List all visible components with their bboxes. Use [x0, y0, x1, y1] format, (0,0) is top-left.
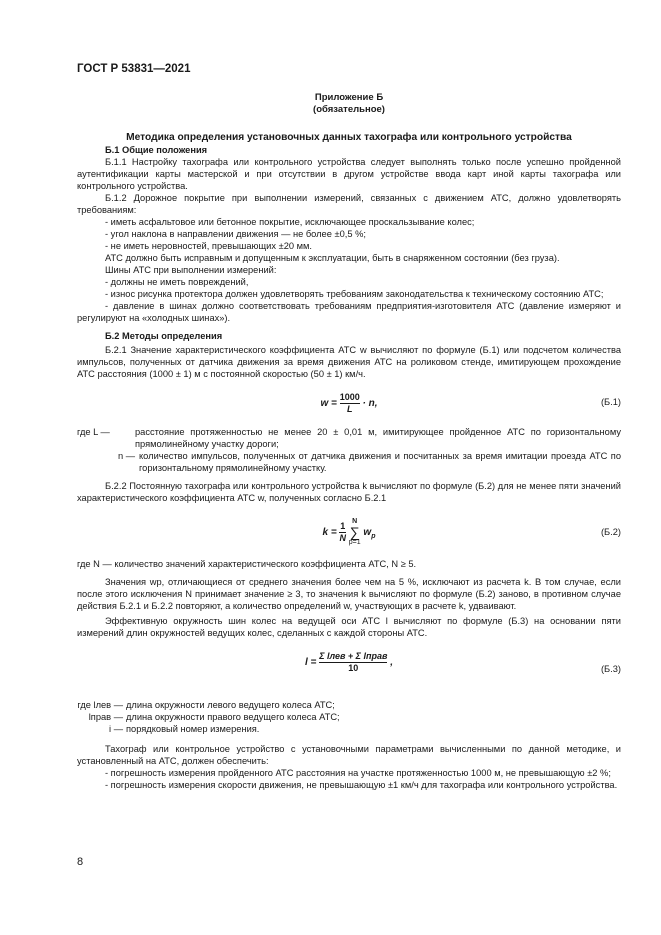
paragraph-b21: Б.2.1 Значение характеристического коэффициента АТС w вычисляют по формуле (Б.1) или подсчетом количества импульсов, полученных от датчика движения за время движения АТС на роликовом стенде, имитирующем прохождение АТС расстояния (1000 ± 1) м с постоянной скоростью (50 ± 1) км/ч.	[77, 345, 621, 379]
sum-term: w	[363, 527, 372, 539]
list-item: - угол наклона в направлении движения — не более ±0,5 %;	[105, 229, 366, 239]
formula-rhs: ,	[390, 657, 393, 669]
standard-header: ГОСТ Р 53831—2021	[77, 63, 191, 75]
formula-number: (Б.3)	[600, 664, 621, 674]
formula-b1	[77, 386, 621, 422]
fraction	[340, 392, 360, 415]
section-b1-heading: Б.1 Общие положения	[105, 145, 208, 155]
denominator: L	[346, 404, 353, 414]
paragraph-circumference: Эффективную окружность шин колес на ведущей оси АТС l вычисляют по формуле (Б.3) на основании пяти измерений длин окружностей ведущих колес, сделанных с каждой стороны АТС.	[77, 616, 621, 638]
sum-upper: N	[352, 518, 358, 525]
main-title: Методика определения установочных данных тахографа или контрольного устройства	[126, 132, 572, 143]
where-n: где N — количество значений характеристического коэффициента АТС, N ≥ 5.	[77, 559, 417, 569]
list-item: - износ рисунка протектора должен удовлетворять требованиям законодательства к техническому состоянию АТС;	[105, 289, 604, 299]
sum-operator	[349, 518, 361, 547]
numerator: Σ lлев + Σ lправ	[319, 651, 388, 661]
formula-b2: k = $\frac{1}{N}$ N ∑ p=1 $w_p$ (Б.2)	[322, 518, 621, 546]
list-item: - должны не иметь повреждений,	[105, 277, 249, 287]
formula-lhs: k =	[322, 527, 337, 539]
sum-lower: p=1	[348, 539, 361, 546]
fraction	[339, 521, 346, 544]
where-text: расстояние протяженностью не менее 20 ± 0,01 м, имитирующее пройденное АТС по горизонтальному прямолинейному участку дороги;	[135, 427, 621, 449]
formula-number: (Б.2)	[600, 527, 621, 537]
where-item	[77, 699, 621, 711]
where-text: длина окружности левого ведущего колеса АТС;	[126, 700, 335, 710]
where-item	[77, 711, 621, 723]
where-text: порядковый номер измерения.	[126, 724, 260, 734]
where-symbol: n —	[117, 451, 135, 461]
page-number: 8	[77, 856, 84, 868]
annex-title: Приложение Б	[314, 92, 384, 103]
list-item: - погрешность измерения пройденного АТС расстояния на участке протяженностью 1000 м, не превышающую ±2 %;	[105, 768, 611, 778]
paragraph-b11: Б.1.1 Настройку тахографа или контрольного устройства следует выполнять только после успешно пройденной аутентификации карты мастерской и при отсутствии в другом устройстве ввода карт иной карты тахографа или контрольного устройства.	[77, 157, 621, 191]
section-b2-heading: Б.2 Методы определения	[105, 331, 223, 341]
where-symbol: lправ —	[88, 712, 123, 722]
where-text: длина окружности правого ведущего колеса АТС;	[126, 712, 340, 722]
where-symbol: где L —	[77, 427, 110, 437]
formula-rhs: · n,	[362, 398, 378, 410]
where-item	[77, 723, 621, 735]
paragraph-ats: АТС должно быть исправным и допущенным к эксплуатации, быть в снаряженном состоянии (без груза).	[105, 253, 560, 263]
list-item: - не иметь неровностей, превышающих ±20 мм.	[105, 241, 312, 251]
where-item	[77, 426, 621, 450]
where-item	[77, 450, 621, 474]
sigma-icon: ∑	[349, 524, 360, 540]
paragraph-tyres: Шины АТС при выполнении измерений:	[105, 265, 277, 275]
where-symbol: i —	[109, 724, 123, 734]
where-text: количество импульсов, полученных от датчика движения и посчитанных за время имитации проезда АТС по горизонтальному прямолинейному участку.	[139, 451, 621, 473]
numerator: 1	[340, 521, 346, 531]
paragraph-b22: Б.2.2 Постоянную тахографа или контрольного устройства k вычисляют по формуле (Б.2) для не менее пяти значений характеристического коэффициента АТС w, полученных согласно Б.2.1	[77, 481, 621, 503]
formula-lhs: w =	[320, 398, 337, 410]
list-item: - погрешность измерения скорости движения, не превышающую ±1 км/ч для тахографа или контрольного устройства.	[105, 780, 618, 790]
formula-number: (Б.1)	[600, 397, 621, 407]
paragraph-exclusion: Значения wp, отличающиеся от среднего значения более чем на 5 %, исключают из расчета k. В том случае, если после этого исключения N принимает значение ≥ 3, то значения k вычисляют по формуле (Б.2) заново, в противном случае действия Б.2.1 и Б.2.2 повторяют, а количество определений w, участвующих в расчете k, удваивают.	[77, 577, 621, 611]
numerator: 1000	[339, 392, 360, 402]
paragraph-requirements: Тахограф или контрольное устройство с установочными параметрами вычисленными по данной методике, и установленный на АТС, должен обеспечить:	[77, 744, 621, 766]
denominator: 10	[348, 663, 359, 673]
formula-lhs: l =	[305, 657, 317, 669]
denominator: N	[339, 533, 346, 543]
paragraph-b12: Б.1.2 Дорожное покрытие при выполнении измерений, связанных с движением АТС, должно удовлетворять требованиям:	[77, 193, 621, 215]
formula-b3	[77, 645, 621, 695]
list-item: - давление в шинах должно соответствовать требованиям предприятия-изготовителя АТС (давление измеряют и регулируют на «холодных шинах»).	[77, 301, 621, 323]
annex-status: (обязательное)	[313, 104, 385, 115]
page-content	[77, 92, 621, 791]
fraction	[319, 651, 387, 674]
list-item: - иметь асфальтовое или бетонное покрытие, исключающее проскальзывание колес;	[105, 217, 475, 227]
where-symbol: где lлев —	[77, 700, 123, 710]
